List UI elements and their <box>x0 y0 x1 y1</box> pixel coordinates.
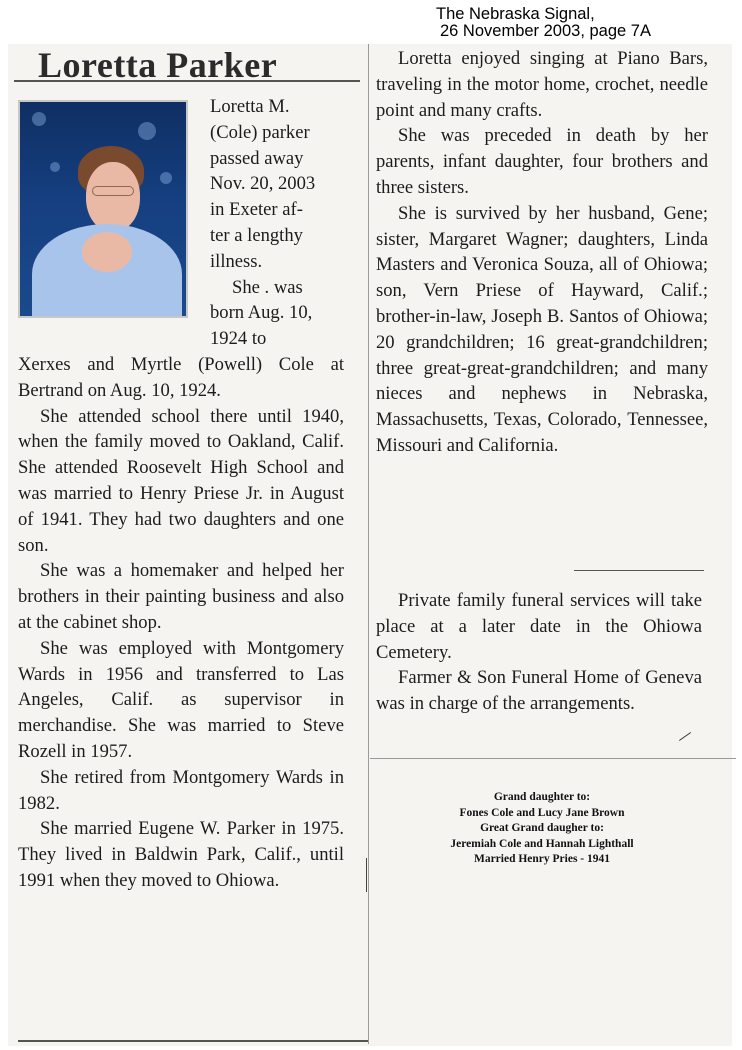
text-line: passed away <box>210 147 304 169</box>
text-line: ter a lengthy <box>210 224 303 246</box>
note-line: Great Grand daugher to: <box>480 822 604 834</box>
note-line: Married Henry Pries - 1941 <box>473 853 611 865</box>
paragraph: She retired from Montgomery Wards in 1982. <box>18 766 344 814</box>
paragraph: She married Eugene W. Parker in 1975. They lived in Baldwin Park, Calif., until 1991 when they moved to Ohiowa. <box>18 818 344 891</box>
right-column-body <box>376 46 708 459</box>
obituary-headline: Loretta Parker <box>38 45 278 85</box>
paragraph: She was a homemaker and helped her brothers in their painting business and also at the cabinet shop. <box>18 560 344 633</box>
section-rule <box>574 570 704 571</box>
paragraph: She was preceded in death by her parents, infant daughter, four brothers and three sisters. <box>376 125 708 198</box>
photo-wrapped-text <box>210 94 344 352</box>
source-line-1: The Nebraska Signal, <box>436 5 595 23</box>
note-line: Grand daughter to: <box>493 791 591 803</box>
clipping-edge-rule <box>370 758 736 759</box>
text-line: (Cole) parker <box>210 121 310 143</box>
note-line: Fones Cole and Lucy Jane Brown <box>459 806 625 819</box>
funeral-notice <box>376 588 702 717</box>
column-divider <box>368 44 369 1044</box>
paragraph: She was employed with Montgomery Wards in 1956 and transferred to Las Angeles, Calif. as supervisor in merchandise. She was married to Steve Rozell in 1957. <box>18 637 344 762</box>
source-citation <box>436 6 736 40</box>
paragraph: Loretta enjoyed singing at Piano Bars, traveling in the motor home, crochet, needle point and many crafts. <box>376 48 708 121</box>
headline-rule <box>14 80 360 82</box>
source-line-2: 26 November 2003, page 7A <box>440 22 651 40</box>
paragraph: Private family funeral services will take place at a later date in the Ohiowa Cemetery. <box>376 590 702 663</box>
note-line: Jeremiah Cole and Hannah Lighthall <box>450 837 634 850</box>
text-line: She . was <box>232 276 303 298</box>
paragraph: Xerxes and Myrtle (Powell) Cole at Bertrand on Aug. 10, 1924. <box>18 354 344 401</box>
portrait-photo <box>18 100 188 318</box>
left-column-body <box>18 352 344 894</box>
paragraph: Farmer & Son Funeral Home of Geneva was in charge of the arrangements. <box>376 667 702 715</box>
bottom-rule <box>18 1040 368 1042</box>
text-line: in Exeter af- <box>210 199 303 221</box>
text-line: Loretta M. <box>210 96 290 117</box>
text-line: born Aug. 10, <box>210 302 313 324</box>
scan-mark <box>366 858 367 892</box>
text-line: illness. <box>210 250 263 272</box>
text-line: 1924 to <box>210 328 267 350</box>
paragraph: She is survived by her husband, Gene; sister, Margaret Wagner; daughters, Linda Masters and Veronica Souza, all of Ohiowa; son, Vern Priese of Hayward, Calif.; brother-in-law, Joseph B. Santos of Ohiowa; 20 grandchildren; 16 great-grandchildren; three great-great-grandchildren; and many nieces and nephews in Nebraska, Massachusetts, Texas, Colorado, Tennessee, Missouri and California. <box>376 202 708 456</box>
genealogy-note <box>376 790 708 868</box>
text-line: Nov. 20, 2003 <box>210 173 316 195</box>
paragraph: She attended school there until 1940, when the family moved to Oakland, Calif. She attended Roosevelt High School and was married to Henry Priese Jr. in August of 1941. They had two daughters and one son. <box>18 405 344 556</box>
